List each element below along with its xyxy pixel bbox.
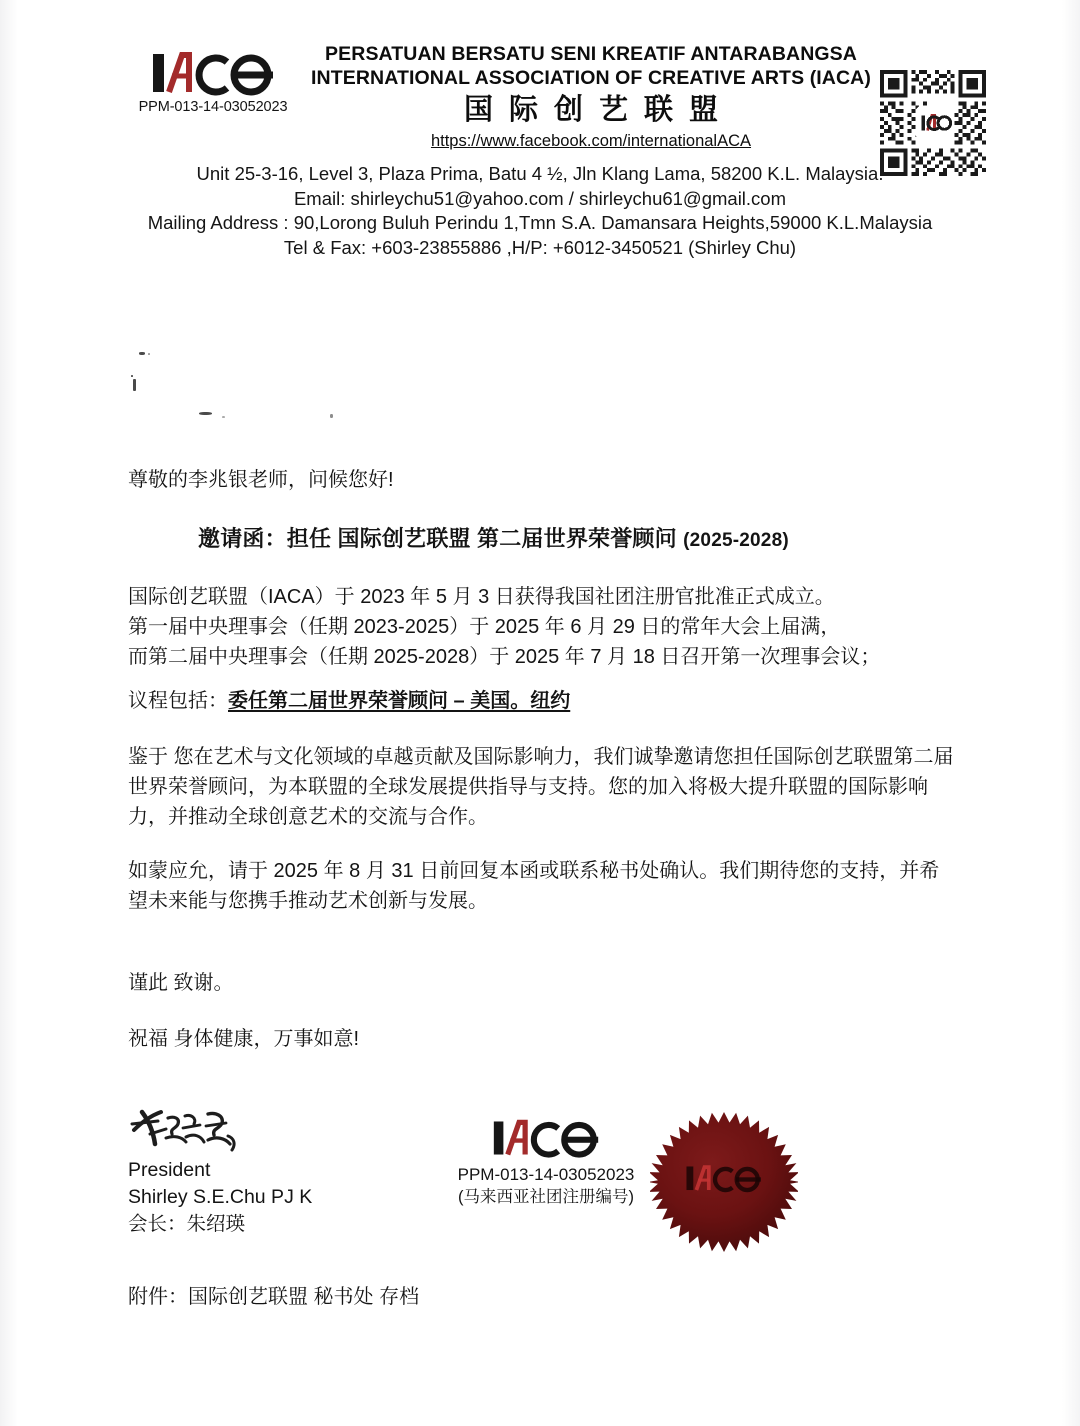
facebook-url-link[interactable]: https://www.facebook.com/internationalACA — [430, 132, 752, 150]
mailing-address-line: Mailing Address : 90,Lorong Buluh Perindu 1,Tmn S.A. Damansara Heights,59000 K.L.Malaysia — [147, 212, 933, 233]
org-name-chinese: 国际创艺联盟 — [463, 94, 734, 126]
header-registration-number: PPM-013-14-03052023 — [138, 99, 288, 115]
signatory-title: President — [128, 1159, 211, 1181]
iaca-logo-icon — [490, 1118, 602, 1158]
address-line: Unit 25-3-16, Level 3, Plaza Prima, Batu 4 ½, Jln Klang Lama, 58200 K.L. Malaysia. — [196, 163, 884, 184]
paragraph-1-line-2: 第一届中央理事会（任期 2023-2025）于 2025 年 6 月 29 日的常年大会上届满， — [128, 616, 841, 638]
stamp-registration-note: (马来西亚社团注册编号) — [458, 1188, 634, 1206]
letter-title-years: (2025-2028) — [683, 530, 789, 551]
closing-line-1: 谨此 致谢。 — [128, 972, 234, 994]
org-name-english: INTERNATIONAL ASSOCIATION OF CREATIVE ARTS (IACA) — [311, 67, 871, 89]
letterhead — [0, 34, 1080, 154]
seal-icon — [650, 1108, 798, 1256]
paragraph-2: 鉴于 您在艺术与文化领域的卓越贡献及国际影响力，我们诚挚邀请您担任国际创艺联盟第二届世界荣誉顾问，为本联盟的全球发展提供指导与支持。您的加入将极大提升联盟的国际影响力，并推动全球创意艺术的交流与合作。 — [128, 746, 954, 828]
iaca-logo-icon — [149, 50, 277, 96]
agenda-line — [128, 686, 958, 716]
paragraph-1 — [128, 582, 958, 672]
email-line: Email: shirleychu51@yahoo.com / shirleychu61@gmail.com — [293, 187, 787, 209]
greeting-line: 尊敬的李兆银老师，问候您好! — [128, 469, 394, 491]
letter-title-main: 邀请函：担任 国际创艺联盟 第二届世界荣誉顾问 — [198, 526, 684, 551]
telephone-line: Tel & Fax: +603-23855886 ,H/P: +6012-3450521 (Shirley Chu) — [283, 236, 797, 258]
attachment-footer: 附件：国际创艺联盟 秘书处 存档 — [128, 1286, 420, 1308]
paragraph-1-line-1: 国际创艺联盟（IACA）于 2023 年 5 月 3 日获得我国社团注册官批准正式成立。 — [128, 586, 835, 608]
header-logo-block — [128, 50, 298, 115]
paragraph-1-line-3: 而第二届中央理事会（任期 2025-2028）于 2025 年 7 月 18 日召开第一次理事会议； — [128, 646, 881, 668]
agenda-label: 议程包括： — [128, 690, 228, 712]
official-seal — [650, 1108, 798, 1256]
handwritten-signature-icon — [128, 1104, 246, 1156]
registration-stamp-block — [430, 1118, 662, 1208]
stamp-registration-number: PPM-013-14-03052023 — [457, 1165, 635, 1184]
org-name-malay: PERSATUAN BERSATU SENI KREATIF ANTARABANGSA — [325, 43, 857, 65]
letter-title — [198, 524, 958, 556]
closing-line-2: 祝福 身体健康，万事如意! — [128, 1028, 360, 1050]
paragraph-3: 如蒙应允，请于 2025 年 8 月 31 日前回复本函或联系秘书处确认。我们期待您的支持，并希望未来能与您携手推动艺术创新与发展。 — [128, 860, 940, 912]
contact-block — [0, 162, 1080, 260]
organization-names — [296, 42, 886, 152]
signature-area — [0, 1100, 1080, 1280]
agenda-emphasis: 委任第二届世界荣誉顾问 – 美国。纽约 — [228, 690, 571, 712]
letter-body — [128, 466, 958, 1054]
signatory-name-cn: 会长：朱绍瑛 — [128, 1213, 246, 1235]
signatory-name-en: Shirley S.E.Chu PJ K — [128, 1186, 313, 1208]
signatory-block — [128, 1104, 458, 1237]
